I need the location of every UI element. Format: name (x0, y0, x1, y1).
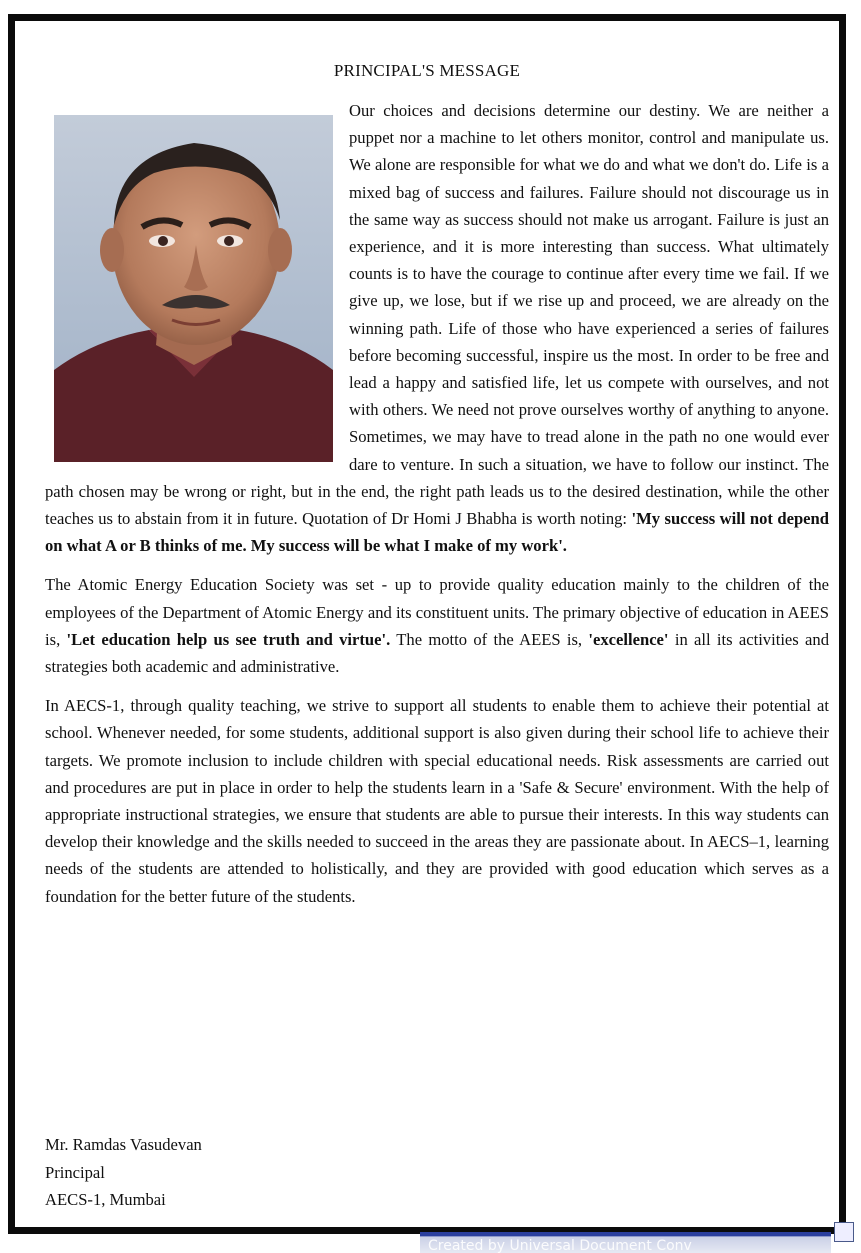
signature-school: AECS-1, Mumbai (45, 1190, 166, 1209)
converter-footer-bar (420, 1232, 831, 1253)
document-page (8, 14, 846, 1234)
motto: 'excellence' (588, 629, 669, 649)
resize-grip-icon[interactable] (834, 1222, 854, 1242)
page-title: PRINCIPAL'S MESSAGE (333, 61, 521, 80)
paragraph-3: In AECS-1, through quality teaching, we strive to support all students to enable them to achieve their potential at school. Whenever needed, for some students, additional support is also given during their school life to achieve their targets. We promote inclusion to include children with special educational needs. Risk assessments are carried out and procedures are put in place in order to help the students learn in a 'Safe & Secure' environment. With the help of appropriate instructional strategies, we ensure that students are able to pursue their interests. In this way students can develop their knowledge and the skills needed to succeed in the areas they are passionate about. In AECS–1, learning needs of the students are attended to holistically, and they are provided with good education which serves as a foundation for the better future of the students. (45, 696, 829, 906)
footer-text: Created by Universal Document Conv (428, 1238, 692, 1253)
paragraph-2-text-c: in all its activities and strategies both academic and administrative. (45, 629, 829, 677)
message-body (45, 97, 829, 922)
paragraph-2-text-b: The motto of the AEES is, (390, 629, 589, 649)
paragraph-1-text: Our choices and decisions determine our destiny. We are neither a puppet nor a machine to let others monitor, control and manipulate us. We alone are responsible for what we do and what we don't do. Life is a mixed bag of success and failures. Failure should not discourage us in the same way as success should not make us arrogant. Failure is just an experience, and it is more interesting than success. What ultimately counts is to have the courage to continue after every time we fail. If we give up, we lose, but if we rise up and proceed, we are already on the winning path. Life of those who have experienced a series of failures before becoming successful, inspire us the most. In order to be free and lead a happy and satisfied life, let us compete with ourselves, and not with others. We need not prove ourselves worthy of anything to anyone. Sometimes, we may have to tread alone in the path no one would ever dare to venture. In such a situation, we have to follow our instinct. The path chosen may be wrong or right, but in the end, the right path leads us to the desired destination, while the other teaches us to abstain from it in future. Quotation of Dr Homi J Bhabha is worth noting: (45, 101, 829, 529)
photo-spacer (45, 97, 349, 468)
bhabha-quote: 'My success will not depend on what A or B thinks of me. My success will be what I make of my work'. (45, 509, 830, 556)
signature-name: Mr. Ramdas Vasudevan (45, 1135, 202, 1154)
signature-role: Principal (45, 1162, 105, 1182)
signature-block (45, 1131, 202, 1214)
paragraph-2 (45, 571, 829, 680)
education-objective: 'Let education help us see truth and virtue'. (66, 629, 391, 649)
paragraph-2-text-a: The Atomic Energy Education Society was set - up to provide quality education mainly to the children of the employees of the Department of Atomic Energy and its constituent units. The primary objective of education in AEES is, (45, 575, 829, 649)
